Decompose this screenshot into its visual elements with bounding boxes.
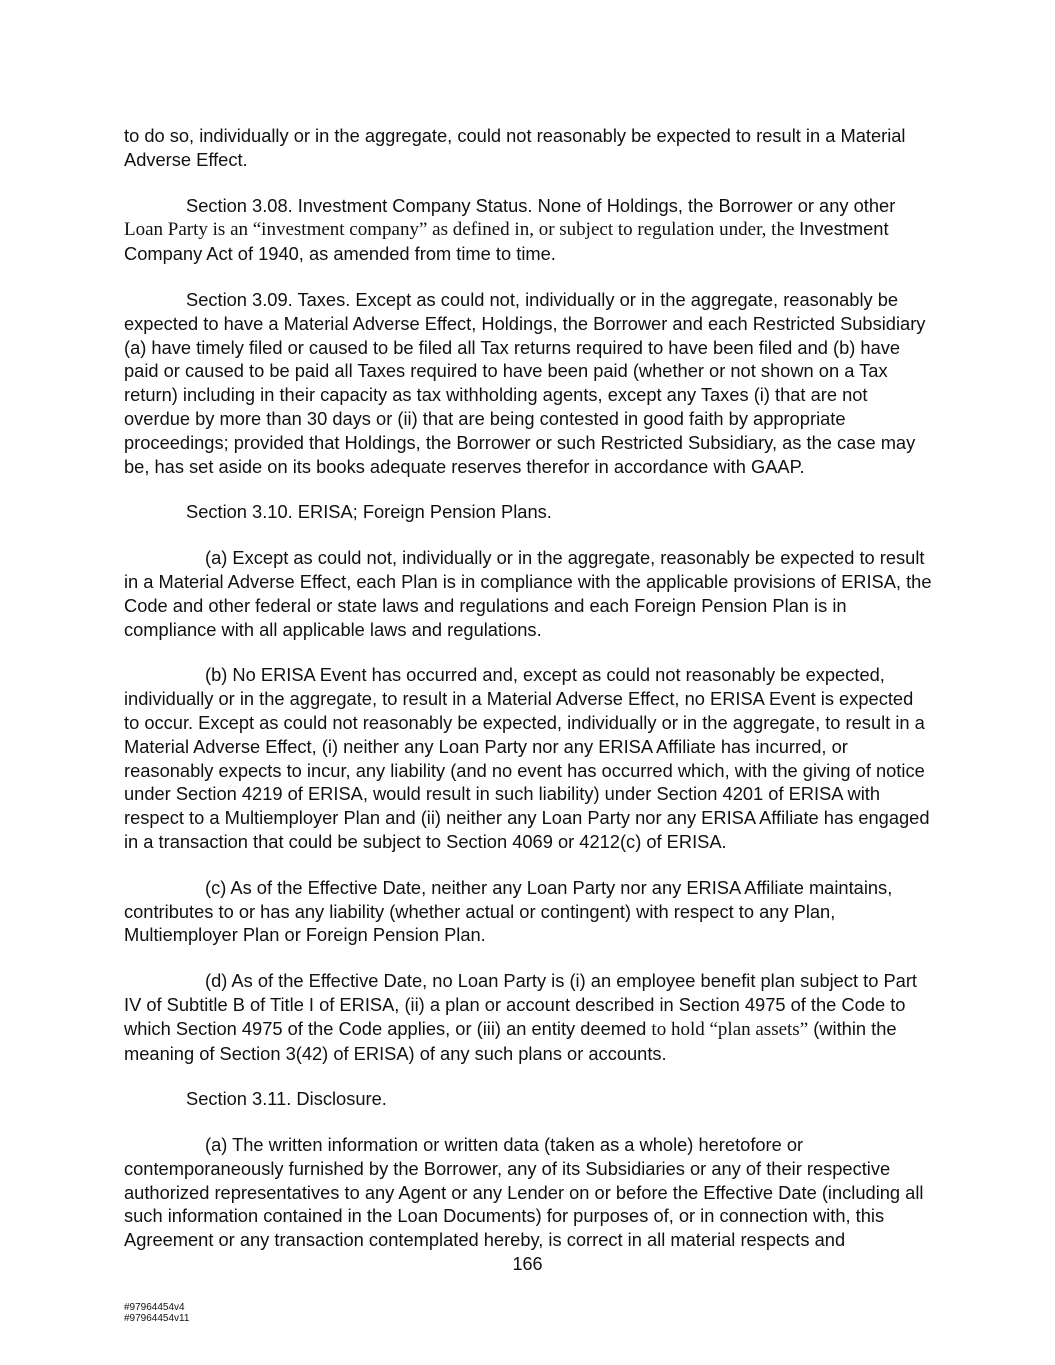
- section-3-11-heading: Section 3.11. Disclosure.: [186, 1088, 387, 1110]
- clause-b-paragraph: (b) No ERISA Event has occurred and, except as could not reasonably be expected, individually or in the aggregate, to result in a Material Adverse Effect, no ERISA Event is expected to occur. Except as could not reasonably be expected, individually or in the aggregate, to result in a Material Adverse Effect, (i) neither any Loan Party nor any ERISA Affiliate has incurred, or reasonably expects to incur, any liability (and no event has occurred which, with the giving of notice under Section 4219 of ERISA, would result in such liability) under Section 4201 of ERISA with respect to a Multiemployer Plan and (ii) neither any Loan Party nor any ERISA Affiliate has engaged in a transaction that could be subject to Section 4069 or 4212(c) of ERISA.: [124, 664, 930, 852]
- paragraph-text: Investment Company Act of 1940, as amended from time to time.: [124, 218, 889, 265]
- clause-a-paragraph: (a) Except as could not, individually or in the aggregate, reasonably be expected to result in a Material Adverse Effect, each Plan is in compliance with the applicable provisions of ERISA, the Code and other federal or state laws and regulations and each Foreign Pension Plan is in compliance with all applicable laws and regulations.: [124, 547, 932, 640]
- section-heading: Section 3.08. Investment Company Status.: [186, 194, 538, 216]
- paragraph-text: None of Holdings, the Borrower or any other: [537, 194, 896, 216]
- section-3-08-paragraph: [124, 194, 932, 266]
- document-page: [124, 124, 932, 1274]
- document-id: #97964454v11: [124, 1313, 190, 1324]
- paragraph-text: (d) As of the Effective Date, no Loan Party is (i) an employee benefit plan subject to Part IV of Subtitle B of Title I of ERISA, (ii) a plan or account described in Section 4975 of the Code to which Section 4975 of the Code applies, or (iii) an entity deemed: [124, 970, 918, 1039]
- section-3-09-paragraph: Section 3.09. Taxes. Except as could not, individually or in the aggregate, reasonably be expected to have a Material Adverse Effect, Holdings, the Borrower and each Restricted Subsidiary (a) have timely filed or caused to be filed all Tax returns required to have been filed and (b) have paid or caused to be paid all Taxes required to have been paid (whether or not shown on a Tax return) including in their capacity as tax withholding agents, except any Taxes (i) that are not overdue by more than 30 days or (ii) that are being contested in good faith by appropriate proceedings; provided that Holdings, the Borrower or such Restricted Subsidiary, as the case may be, has set aside on its books adequate reserves therefor in accordance with GAAP.: [124, 288, 926, 477]
- clause-d-paragraph: [124, 969, 932, 1065]
- paragraph-text-serif: to hold “plan assets”: [651, 1018, 809, 1040]
- paragraph-continuation: to do so, individually or in the aggregate, could not reasonably be expected to result in a Material Adverse Effect.: [124, 125, 906, 170]
- paragraph-text: (within the meaning of Section 3(42) of ERISA) of any such plans or accounts.: [124, 1017, 897, 1064]
- page-number: 166: [512, 1254, 543, 1274]
- document-ids: [124, 1302, 189, 1324]
- section-3-10-heading: Section 3.10. ERISA; Foreign Pension Plans.: [186, 501, 552, 523]
- document-id: #97964454v4: [124, 1302, 185, 1313]
- paragraph-text-serif: Loan Party is an “investment company” as defined in, or subject to regulation under, the: [124, 219, 800, 241]
- disclosure-clause-a-paragraph: (a) The written information or written data (taken as a whole) heretofore or contemporaneously furnished by the Borrower, any of its Subsidiaries or any of their respective authorized representatives to any Agent or any Lender on or before the Effective Date (including all such information contained in the Loan Documents) for purposes of, or in connection with, this Agreement or any transaction contemplated hereby, is correct in all material respects and: [124, 1134, 924, 1251]
- clause-c-paragraph: (c) As of the Effective Date, neither any Loan Party nor any ERISA Affiliate maintains, contributes to or has any liability (whether actual or contingent) with respect to any Plan, Multiemployer Plan or Foreign Pension Plan.: [124, 876, 893, 946]
